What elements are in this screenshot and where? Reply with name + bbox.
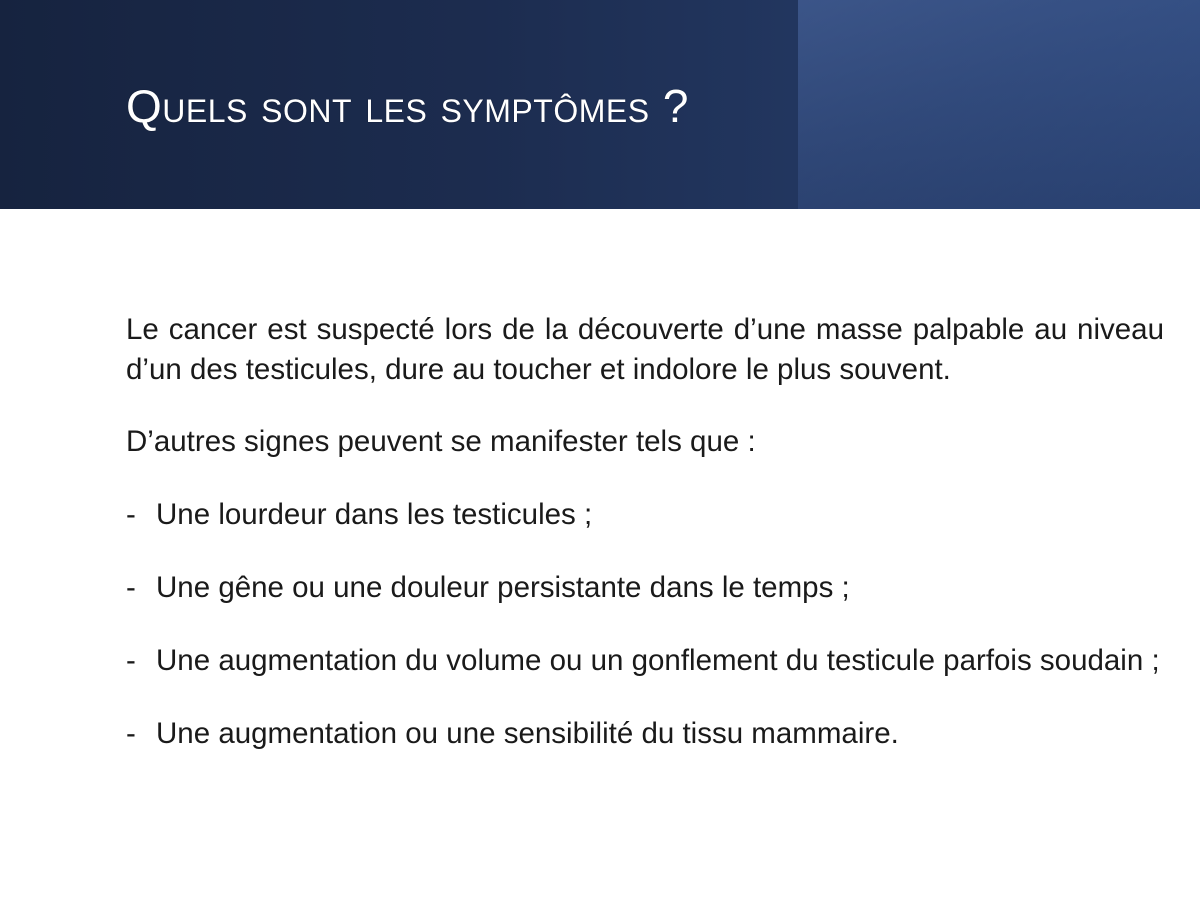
- list-item-text: Une augmentation ou une sensibilité du tissu mammaire.: [156, 717, 899, 750]
- slide-header: [0, 0, 1200, 209]
- bullet-marker: -: [126, 717, 136, 750]
- intro-paragraph: Le cancer est suspecté lors de la découverte d’une masse palpable au niveau d’un des testicules, dure au toucher et indolore le plus souvent.: [126, 313, 1164, 386]
- list-item: [126, 568, 1164, 608]
- slide-body: [126, 310, 1164, 787]
- bullet-marker: -: [126, 498, 136, 531]
- list-item: [126, 714, 1164, 754]
- bullet-marker: -: [126, 644, 136, 677]
- list-item-text: Une gêne ou une douleur persistante dans le temps ;: [156, 571, 850, 604]
- symptom-list: [126, 495, 1164, 754]
- list-item-text: Une lourdeur dans les testicules ;: [156, 498, 593, 531]
- header-highlight: [798, 0, 1200, 209]
- list-item: [126, 641, 1164, 681]
- list-item: [126, 495, 1164, 535]
- lead-paragraph: D’autres signes peuvent se manifester tels que :: [126, 425, 756, 458]
- slide-title: Quels sont les symptômes ?: [126, 80, 689, 132]
- list-item-text: Une augmentation du volume ou un gonflement du testicule parfois soudain ;: [156, 644, 1160, 677]
- bullet-marker: -: [126, 571, 136, 604]
